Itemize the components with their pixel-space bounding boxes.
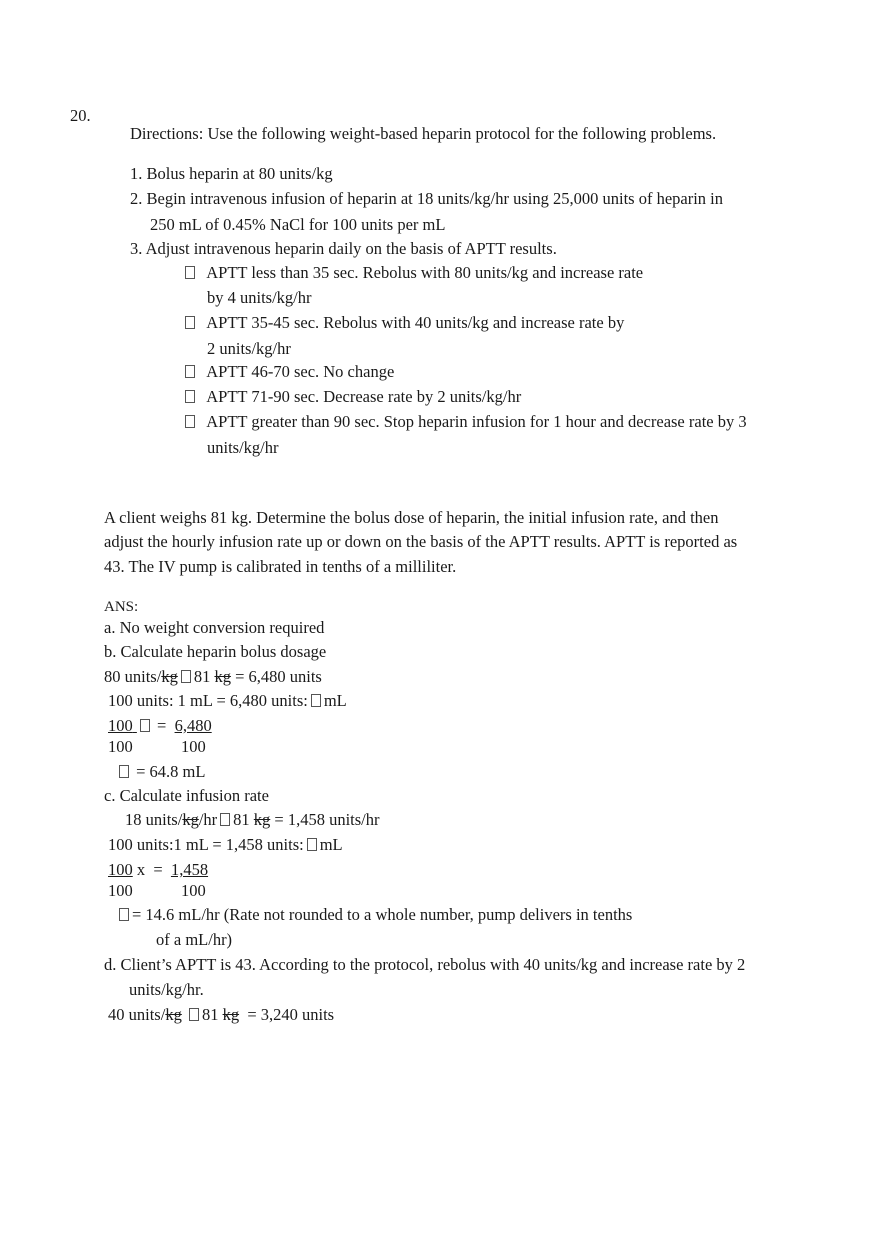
rebolus-calculation [108,1005,334,1025]
answer-d-cont: units/kg/hr. [129,980,204,999]
fraction-eq: = [157,716,167,735]
bullet-1-text: APTT less than 35 sec. Rebolus with 80 units/kg and increase rate [206,263,644,282]
answer-d: d. Client’s APTT is 43. According to the protocol, rebolus with 40 units/kg and increase rate by 2 [104,955,746,974]
bolus-fraction-denominator-left: 100 [108,737,133,756]
checkbox-icon [185,390,195,403]
checkbox-icon [185,365,195,378]
bolus-calculation [104,667,322,687]
answer-c: c. Calculate infusion rate [104,786,269,805]
bullet-2-cont: 2 units/kg/hr [207,339,291,358]
bullet-5-text: APTT greater than 90 sec. Stop heparin infusion for 1 hour and decrease rate by 3 [206,412,747,431]
infusion-calc-rate: 18 units/ [125,810,183,829]
bullet-3 [182,362,394,382]
bullet-1-cont: by 4 units/kg/hr [207,288,312,307]
directions: Directions: Use the following weight-based heparin protocol for the following problems. [130,124,717,143]
bullet-4-text: APTT 71-90 sec. Decrease rate by 2 units/kg/hr [206,387,522,406]
checkbox-icon [185,316,195,329]
rebolus-calc-result: = 3,240 units [247,1005,335,1024]
checkbox-icon [185,266,195,279]
answer-label: ANS: [104,599,139,615]
protocol-step-3: 3. Adjust intravenous heparin daily on the basis of APTT results. [130,239,557,258]
bullet-2 [182,313,624,333]
bolus-ratio-unit: mL [323,691,347,710]
bolus-calc-weight: 81 [193,667,211,686]
infusion-ratio-text: 100 units:1 mL = 1,458 units: [108,835,304,854]
bullet-3-text: APTT 46-70 sec. No change [206,362,395,381]
infusion-result-cont: of a mL/hr) [156,930,233,949]
unknown-symbol-icon [307,838,317,851]
fraction-x: x [136,860,146,879]
infusion-fraction-numerator [108,860,208,880]
infusion-result [116,905,632,925]
infusion-calculation [125,810,380,830]
bolus-ratio-text: 100 units: 1 mL = 6,480 units: [108,691,308,710]
fraction-num-left: 100 [108,860,133,879]
kg-struck: kg [161,667,178,686]
answer-b: b. Calculate heparin bolus dosage [104,642,327,661]
question-line-3: 43. The IV pump is calibrated in tenths of a milliliter. [104,557,457,576]
rebolus-calc-weight: 81 [201,1005,219,1024]
bullet-5-cont: units/kg/hr [207,438,279,457]
answer-a: a. No weight conversion required [104,618,325,637]
fraction-eq: = [153,860,163,879]
times-symbol-icon [220,813,230,826]
protocol-step-2: 2. Begin intravenous infusion of heparin at 18 units/kg/hr using 25,000 units of heparin in [130,189,724,208]
rebolus-calc-rate: 40 units/ [108,1005,166,1024]
infusion-calc-result: = 1,458 units/hr [274,810,380,829]
unknown-symbol-icon [119,908,129,921]
kg-struck: kg [165,1005,182,1024]
fraction-num-right: 6,480 [174,716,212,735]
fraction-num-left: 100 [108,716,153,735]
unknown-symbol-icon [140,719,150,732]
infusion-ratio [108,835,343,855]
fraction-num-right: 1,458 [170,860,209,879]
bolus-result-text: = 64.8 mL [136,762,206,781]
infusion-fraction-denominator-right: 100 [181,881,206,900]
bolus-calc-result: = 6,480 units [235,667,322,686]
infusion-ratio-unit: mL [319,835,343,854]
question-line-2: adjust the hourly infusion rate up or down on the basis of the APTT results. APTT is reported as [104,532,738,551]
infusion-calc-hr: /hr [198,810,218,829]
times-symbol-icon [181,670,191,683]
times-symbol-icon [189,1008,199,1021]
question-line-1: A client weighs 81 kg. Determine the bolus dose of heparin, the initial infusion rate, and then [104,508,719,527]
bolus-ratio [108,691,347,711]
kg-struck: kg [222,1005,240,1024]
kg-struck: kg [253,810,271,829]
bullet-4 [182,387,521,407]
bolus-calc-rate: 80 units/ [104,667,162,686]
infusion-result-text: = 14.6 mL/hr (Rate not rounded to a whole number, pump delivers in tenths [132,905,633,924]
protocol-step-1: 1. Bolus heparin at 80 units/kg [130,164,333,183]
bolus-fraction-numerator [108,716,212,736]
kg-struck: kg [214,667,231,686]
bullet-2-text: APTT 35-45 sec. Rebolus with 40 units/kg and increase rate by [206,313,625,332]
bullet-5 [182,412,747,432]
bolus-fraction-denominator-right: 100 [181,737,206,756]
protocol-step-2-cont: 250 mL of 0.45% NaCl for 100 units per mL [150,215,446,234]
checkbox-icon [185,415,195,428]
bolus-result [116,762,205,782]
unknown-symbol-icon [311,694,321,707]
unknown-symbol-icon [119,765,129,778]
infusion-calc-weight: 81 [233,810,250,829]
kg-struck: kg [182,810,199,829]
problem-number: 20. [70,106,91,125]
bullet-1 [182,263,643,283]
infusion-fraction-denominator-left: 100 [108,881,133,900]
